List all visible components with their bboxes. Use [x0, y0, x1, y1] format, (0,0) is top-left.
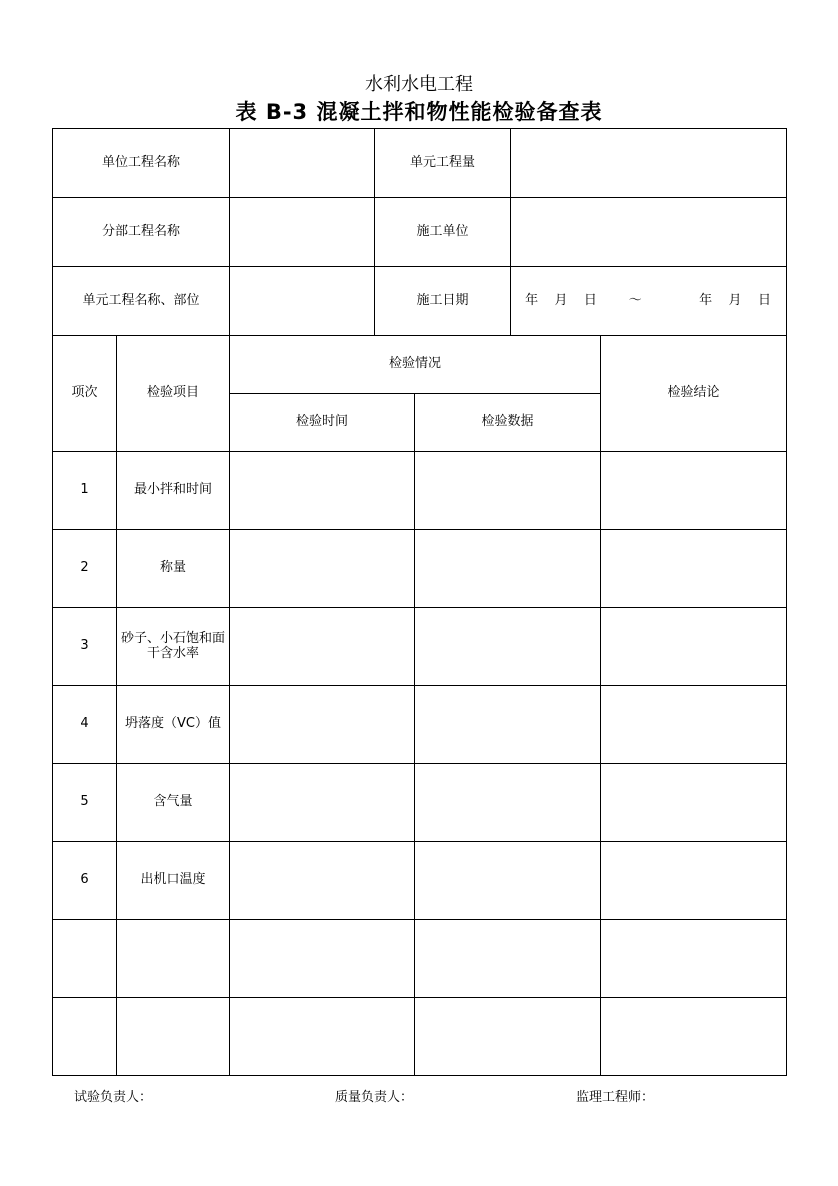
- row-conclusion-cell[interactable]: [601, 998, 787, 1076]
- test-person-label: 试验负责人：: [74, 1090, 153, 1105]
- supervisor-label: 监理工程师：: [576, 1090, 655, 1105]
- row-item-no: 4: [53, 686, 117, 764]
- row-conclusion-cell[interactable]: [601, 686, 787, 764]
- row-conclusion-cell[interactable]: [601, 608, 787, 686]
- row-item-name: 称量: [117, 530, 230, 608]
- row-item-no: 5: [53, 764, 117, 842]
- row-conclusion-cell[interactable]: [601, 920, 787, 998]
- row-inspection-time-cell[interactable]: [230, 452, 415, 530]
- row-inspection-time-cell[interactable]: [230, 920, 415, 998]
- branch-project-name-label: 分部工程名称: [53, 198, 230, 267]
- row-conclusion-cell[interactable]: [601, 842, 787, 920]
- col-item-no-header: 项次: [53, 336, 117, 452]
- form-title: 表 B-3 混凝土拌和物性能检验备查表: [235, 100, 603, 124]
- col-inspection-time-header: 检验时间: [230, 394, 415, 452]
- info-row-element-project: [53, 267, 787, 336]
- row-item-no: 6: [53, 842, 117, 920]
- row-item-name: 最小拌和时间: [117, 452, 230, 530]
- row-item-name: 坍落度（VC）值: [117, 686, 230, 764]
- table-header-row-1: [53, 336, 787, 394]
- unit-project-name-value[interactable]: [230, 129, 375, 198]
- construction-unit-value[interactable]: [511, 198, 787, 267]
- construction-date-value[interactable]: 年 月 日 ～ 年 月 日: [511, 267, 787, 336]
- row-item-name: 出机口温度: [117, 842, 230, 920]
- row-item-no: 1: [53, 452, 117, 530]
- col-inspection-status-header: 检验情况: [230, 336, 601, 394]
- row-inspection-data-cell[interactable]: [415, 530, 601, 608]
- row-inspection-data-cell[interactable]: [415, 452, 601, 530]
- table-row: [53, 920, 787, 998]
- construction-unit-label: 施工单位: [375, 198, 511, 267]
- row-inspection-time-cell[interactable]: [230, 764, 415, 842]
- unit-element-qty-label: 单元工程量: [375, 129, 511, 198]
- col-conclusion-header: 检验结论: [601, 336, 787, 452]
- row-inspection-time-cell[interactable]: [230, 998, 415, 1076]
- unit-element-qty-value[interactable]: [511, 129, 787, 198]
- unit-project-name-label: 单位工程名称: [53, 129, 230, 198]
- row-item-name: [117, 998, 230, 1076]
- row-inspection-data-cell[interactable]: [415, 686, 601, 764]
- row-item-no: 2: [53, 530, 117, 608]
- info-row-branch-project: [53, 198, 787, 267]
- construction-date-label: 施工日期: [375, 267, 511, 336]
- row-inspection-time-cell[interactable]: [230, 842, 415, 920]
- row-inspection-time-cell[interactable]: [230, 530, 415, 608]
- info-row-unit-project: [53, 129, 787, 198]
- element-project-name-location-value[interactable]: [230, 267, 375, 336]
- inspection-form-table: [52, 128, 787, 1076]
- row-inspection-data-cell[interactable]: [415, 920, 601, 998]
- row-inspection-data-cell[interactable]: [415, 764, 601, 842]
- row-conclusion-cell[interactable]: [601, 452, 787, 530]
- table-row: [53, 998, 787, 1076]
- form-subtitle: 水利水电工程: [365, 74, 473, 95]
- row-item-name: 砂子、小石饱和面干含水率: [117, 608, 230, 686]
- row-item-no: 3: [53, 608, 117, 686]
- col-inspection-data-header: 检验数据: [415, 394, 601, 452]
- row-inspection-data-cell[interactable]: [415, 842, 601, 920]
- table-row: [53, 842, 787, 920]
- table-row: [53, 686, 787, 764]
- table-row: [53, 530, 787, 608]
- row-inspection-time-cell[interactable]: [230, 608, 415, 686]
- row-item-no: [53, 998, 117, 1076]
- row-item-no: [53, 920, 117, 998]
- row-inspection-data-cell[interactable]: [415, 998, 601, 1076]
- table-row: [53, 452, 787, 530]
- branch-project-name-value[interactable]: [230, 198, 375, 267]
- table-row: [53, 608, 787, 686]
- element-project-name-location-label: 单元工程名称、部位: [53, 267, 230, 336]
- row-conclusion-cell[interactable]: [601, 530, 787, 608]
- col-item-header: 检验项目: [117, 336, 230, 452]
- row-inspection-data-cell[interactable]: [415, 608, 601, 686]
- row-item-name: [117, 920, 230, 998]
- row-item-name: 含气量: [117, 764, 230, 842]
- row-conclusion-cell[interactable]: [601, 764, 787, 842]
- row-inspection-time-cell[interactable]: [230, 686, 415, 764]
- quality-person-label: 质量负责人：: [335, 1090, 414, 1105]
- table-row: [53, 764, 787, 842]
